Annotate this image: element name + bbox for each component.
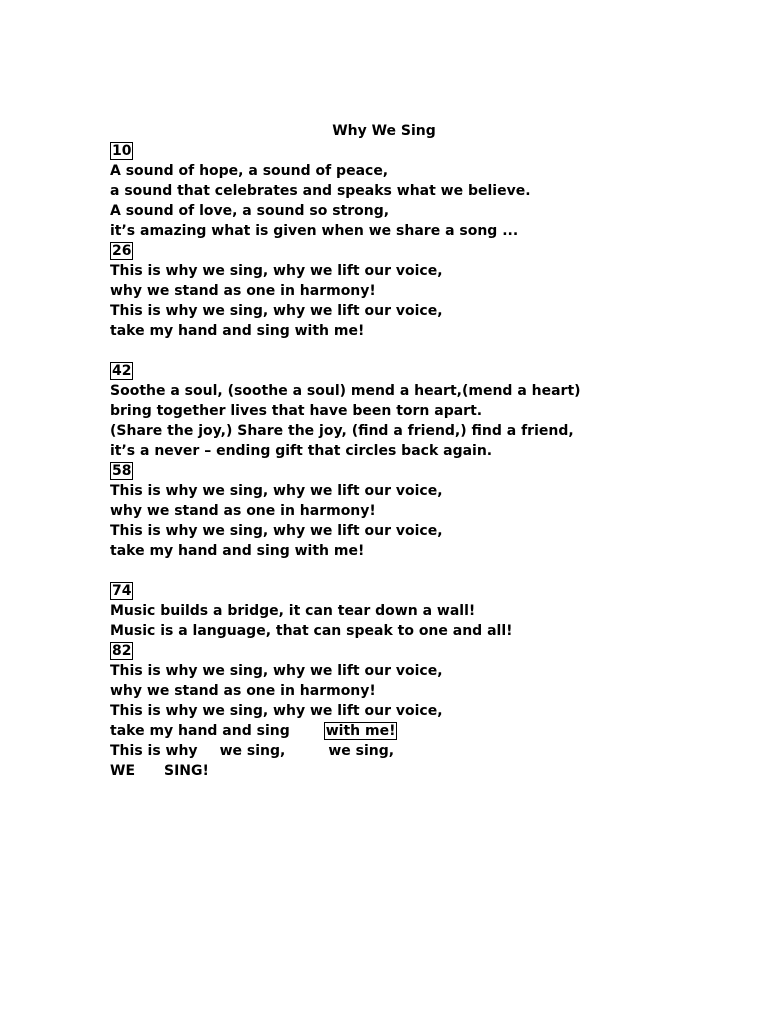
lyric-line: take my hand and sing with me! xyxy=(110,543,365,559)
lyric-line: Music builds a bridge, it can tear down a wall! xyxy=(110,603,476,619)
lyric-line: why we stand as one in harmony! xyxy=(110,503,376,519)
measure-number: 58 xyxy=(112,463,132,479)
lyric-line: This is why we sing, why we lift our voice, xyxy=(110,523,443,539)
lyric-line xyxy=(110,761,670,781)
lyric-line: A sound of hope, a sound of peace, xyxy=(110,163,389,179)
measure-marker-line xyxy=(110,641,670,661)
lyric-line: Soothe a soul, (soothe a soul) mend a heart,(mend a heart) xyxy=(110,383,581,399)
lyric-line: it’s a never – ending gift that circles back again. xyxy=(110,443,493,459)
lyric-line: Music is a language, that can speak to one and all! xyxy=(110,623,513,639)
lyric-line: take my hand and sing with me! xyxy=(110,323,365,339)
measure-number: 42 xyxy=(112,363,132,379)
lyric-line xyxy=(110,721,670,741)
blank-line xyxy=(110,561,670,581)
measure-marker-line xyxy=(110,241,670,261)
lyric-line: why we stand as one in harmony! xyxy=(110,683,376,699)
lyric-fragment: take my hand and sing xyxy=(110,723,290,739)
lyric-fragment: we sing, xyxy=(219,743,286,759)
lyric-fragment: SING! xyxy=(164,763,209,779)
lyric-line xyxy=(110,741,670,761)
measure-marker-line xyxy=(110,461,670,481)
lyric-line: This is why we sing, why we lift our voice, xyxy=(110,483,443,499)
measure-marker-line xyxy=(110,361,670,381)
lyrics-sheet xyxy=(110,121,670,781)
lyric-line: This is why we sing, why we lift our voice, xyxy=(110,663,443,679)
lyric-line: why we stand as one in harmony! xyxy=(110,283,376,299)
lyric-line: (Share the joy,) Share the joy, (find a friend,) find a friend, xyxy=(110,423,574,439)
measure-number: 10 xyxy=(112,143,132,159)
song-title: Why We Sing xyxy=(332,123,436,139)
lyric-line: This is why we sing, why we lift our voice, xyxy=(110,263,443,279)
measure-marker-line xyxy=(110,581,670,601)
measure-number: 26 xyxy=(112,243,132,259)
blank-line xyxy=(110,341,670,361)
measure-marker-line xyxy=(110,141,670,161)
lyric-fragment: we sing, xyxy=(328,743,395,759)
lyric-line: bring together lives that have been torn apart. xyxy=(110,403,483,419)
lyric-line: it’s amazing what is given when we share a song ... xyxy=(110,223,519,239)
lyric-fragment: WE xyxy=(110,763,136,779)
lyric-fragment: This is why xyxy=(110,743,198,759)
lyric-line: This is why we sing, why we lift our voice, xyxy=(110,303,443,319)
lyric-line: A sound of love, a sound so strong, xyxy=(110,203,390,219)
boxed-lyric: with me! xyxy=(325,723,396,739)
measure-number: 82 xyxy=(112,643,132,659)
lyric-line: This is why we sing, why we lift our voice, xyxy=(110,703,443,719)
measure-number: 74 xyxy=(112,583,132,599)
lyric-line: a sound that celebrates and speaks what we believe. xyxy=(110,183,531,199)
